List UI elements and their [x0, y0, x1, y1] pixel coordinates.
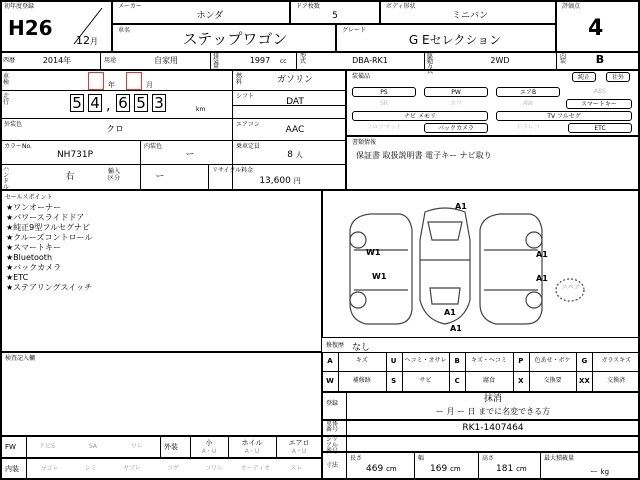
length-number: 469 — [366, 464, 384, 474]
ext-cell-bottom: A・U — [291, 448, 307, 455]
color-no-label: カラーNo. — [4, 143, 32, 150]
capacity-label: 乗車定員 — [236, 143, 261, 150]
serial-divider — [346, 436, 347, 452]
int-item: スレ — [290, 465, 303, 472]
load-label: 最大積載量 — [544, 455, 575, 462]
serial-label: シリアル番号 — [326, 436, 339, 455]
sales-point: ★ステアリングスイッチ — [6, 283, 93, 292]
legend-text: サビ — [419, 377, 432, 384]
mileage-label: 走行 — [3, 93, 10, 106]
color-no-value: NH731P — [56, 150, 94, 160]
score-label: 評価点 — [562, 3, 581, 10]
left-hline — [0, 90, 346, 91]
damage-mark: A1 — [536, 250, 548, 259]
month-unit: 月 — [90, 37, 98, 46]
equip-smartkey: スマートキー — [566, 99, 632, 109]
legend-text: 補修跡 — [352, 377, 371, 384]
mileage-digit: 5 — [134, 94, 148, 112]
legend-code: S — [391, 377, 397, 385]
dim-divider — [478, 452, 479, 480]
damage-mark: A1 — [450, 324, 462, 333]
recycle-amount: 13,600 — [259, 176, 291, 186]
sales-point: ★純正9型フルセグナビ — [6, 223, 90, 232]
legend-divider — [576, 372, 577, 391]
car-diagram — [330, 200, 630, 334]
legend-divider — [449, 372, 450, 391]
int-item: コゲ — [166, 465, 179, 472]
int-color-label: 内装色 — [144, 143, 163, 150]
registration-status: 抹消 — [483, 394, 502, 404]
genuine-badge: 純正 — [572, 72, 596, 82]
inspection-month-unit: 月 — [146, 81, 153, 89]
yen-unit: 円 — [293, 177, 301, 185]
ext-cell-top: ホイル — [241, 439, 263, 447]
sales-point: ★ETC — [6, 273, 29, 282]
documents-label: 書類情報 — [352, 139, 377, 146]
import-value: ー — [155, 172, 165, 182]
legend-divider — [513, 372, 514, 391]
legend-divider — [576, 352, 577, 371]
interior-label: 内装 — [560, 53, 567, 65]
serial-block — [322, 436, 640, 452]
handle-value: 右 — [65, 172, 75, 182]
damage-mark: W1 — [366, 248, 381, 257]
legend-text: ヘコミ・オサレ — [404, 357, 447, 364]
equip-airbag: エアB — [496, 87, 560, 97]
ext-cell-top: 小 — [205, 439, 213, 447]
shift-value: DAT — [286, 97, 304, 107]
damage-mark: A1 — [444, 308, 456, 317]
documents-block — [346, 136, 640, 190]
repair-value: なし — [352, 343, 371, 353]
legend-divider — [386, 352, 387, 371]
equip-navi: ナビ メモリ — [352, 111, 488, 121]
use-label: 用途 — [104, 57, 117, 64]
car-name: ステップワゴン — [182, 30, 288, 48]
legend-divider — [465, 372, 466, 391]
import-label: 輸入区分 — [108, 168, 121, 182]
mileage-unit: km — [196, 106, 206, 113]
spare-label: スペア — [562, 284, 581, 291]
legend-text: 腐食 — [482, 377, 495, 384]
height-label: 高さ — [482, 455, 495, 462]
load-number: ー — [590, 467, 598, 476]
legend-divider — [529, 372, 530, 391]
legend-code: P — [518, 357, 524, 365]
fw-divider — [160, 436, 161, 458]
name-label: 車名 — [118, 27, 131, 34]
chassis-value: RK1-1407464 — [462, 423, 524, 433]
year-value: 2014年 — [42, 56, 72, 65]
legend-text: 交換要 — [543, 377, 562, 384]
int-color-value: ー — [185, 150, 195, 160]
equip-leather: カワ — [449, 100, 462, 107]
aftermarket-badge: 社外 — [606, 72, 630, 82]
legend-text: キズ・ヘコミ — [471, 357, 507, 364]
fw-divider — [190, 436, 191, 458]
left-divider — [208, 164, 209, 190]
sales-point: ★スマートキー — [6, 243, 62, 252]
year-label: 西暦 — [3, 57, 16, 64]
ext-color-label: 外装色 — [4, 121, 23, 128]
ext-cell-top: エアロ — [288, 439, 310, 447]
model-value: DBA-RK1 — [352, 56, 388, 65]
row3-divider — [100, 52, 101, 70]
dim-divider — [414, 452, 415, 480]
equip-sr: SR — [380, 100, 388, 107]
body-label: ボディ形状 — [386, 3, 416, 10]
height-number: 181 — [496, 464, 514, 474]
inspection-month-box — [126, 72, 142, 90]
sales-point: ★クルーズコントロール — [6, 233, 93, 242]
dimensions-label: 寸法 — [326, 462, 339, 469]
equipment-label: 装備品 — [352, 73, 371, 80]
mileage-digit: 6 — [116, 94, 130, 112]
height-unit: cm — [516, 465, 527, 473]
notes-block — [0, 352, 322, 436]
damage-mark: A1 — [536, 274, 548, 283]
int-label: 内装 — [5, 465, 19, 473]
repair-label: 修復歴 — [326, 342, 345, 349]
legend-divider — [529, 352, 530, 371]
legend-code: B — [454, 357, 460, 365]
first-reg-label: 初年度登録 — [4, 3, 35, 10]
legend-divider — [402, 372, 403, 391]
first-reg-month-value: 12 — [76, 34, 90, 47]
legend-divider — [402, 352, 403, 371]
legend-text: 色あせ・ボケ — [534, 357, 571, 364]
doors-label: ドア枚数 — [296, 3, 320, 10]
length-unit: cm — [386, 465, 397, 473]
legend-divider — [338, 372, 339, 391]
maker-value: ホンダ — [196, 11, 224, 21]
legend-divider — [465, 352, 466, 371]
notes-label: 検査記入欄 — [5, 355, 36, 362]
inspection-year-box — [88, 72, 104, 90]
maker-label: メーカー — [118, 3, 142, 10]
chassis-divider — [346, 420, 347, 436]
width-number: 169 — [430, 464, 448, 474]
equip-ps: PS — [352, 87, 416, 97]
score-value: 4 — [588, 16, 604, 41]
drive-label: 駆動方式 — [427, 53, 434, 75]
ac-value: AAC — [285, 125, 305, 135]
legend-code: W — [326, 377, 334, 385]
legend-divider — [338, 352, 339, 371]
int-item: オーディオ — [240, 465, 271, 472]
width-unit: cm — [450, 465, 461, 473]
recycle-label: リサイクル料金 — [212, 167, 254, 174]
first-reg-month — [76, 34, 98, 47]
fw-divider — [228, 436, 229, 458]
capacity-value — [260, 150, 330, 161]
dim-divider — [540, 452, 541, 480]
registration-label: 登録 — [326, 400, 339, 407]
interior-value: B — [595, 53, 605, 66]
fw-item: ドビS — [39, 443, 55, 450]
model-label: 型式 — [300, 53, 307, 65]
mileage-digit: 3 — [152, 94, 166, 112]
equip-floormat: フロアマット — [366, 124, 402, 131]
reg-divider — [346, 392, 347, 420]
length-label: 長さ — [350, 455, 363, 462]
legend-divider — [513, 352, 514, 371]
legend-text: キズ — [355, 357, 368, 364]
legend-divider — [592, 372, 593, 391]
sales-point: ★バックカメラ — [6, 263, 62, 272]
mileage-digit: 5 — [70, 94, 84, 112]
legend-code: C — [454, 377, 460, 385]
fw-item: SA — [88, 443, 98, 450]
left-hline — [0, 140, 346, 141]
cc-label: 排気量 — [213, 53, 220, 70]
equip-etc: ETC — [568, 123, 632, 133]
mileage-digit: 4 — [88, 94, 102, 112]
recycle-value — [230, 176, 330, 187]
legend-text: ガラスキズ — [601, 357, 632, 364]
equip-abs: ABS — [594, 88, 606, 95]
capacity-unit: 人 — [295, 151, 303, 159]
documents-value: 保証書 取扱説明書 電子キー ナビ取り — [356, 151, 492, 160]
grade-value: G Eセレクション — [408, 33, 502, 47]
fuel-label: 燃料 — [236, 73, 243, 86]
fuel-value: ガソリン — [276, 75, 313, 85]
sales-point: ★Bluetooth — [6, 253, 53, 262]
width-value — [430, 464, 461, 474]
fw-label: FW — [5, 443, 16, 451]
legend-code: U — [390, 357, 397, 365]
int-item: コワレ — [205, 465, 224, 472]
cc-unit: cc — [280, 58, 287, 65]
legend-divider — [449, 352, 450, 371]
fw-item: ワレ — [130, 443, 143, 450]
exterior-label: 外装 — [164, 443, 178, 451]
load-unit: kg — [600, 468, 610, 476]
row3-divider — [296, 52, 297, 70]
fw-divider — [276, 436, 277, 458]
int-item: ヨゴレ — [40, 465, 59, 472]
dim-divider — [346, 452, 347, 480]
registration-deadline: ー 月 ー 日 までに名変できる方 — [435, 407, 551, 416]
legend-divider — [386, 372, 387, 391]
legend-code: A — [327, 357, 333, 365]
ext-cell-bottom: A・U — [201, 448, 217, 455]
int-item: シミ — [84, 465, 97, 472]
row3-divider — [424, 52, 425, 70]
damage-mark: W1 — [372, 272, 387, 281]
left-hline — [0, 164, 346, 165]
equip-pw: PW — [424, 87, 488, 97]
handle-label: ハンドル — [3, 166, 10, 191]
sales-point: ★ワンオーナー — [6, 203, 62, 212]
height-value — [496, 464, 527, 474]
sales-point: ★パワースライドドア — [6, 213, 85, 222]
first-reg-year: H26 — [8, 16, 53, 40]
ext-color-value: クロ — [105, 125, 124, 135]
body-value: ミニバン — [451, 11, 488, 21]
inspection-year-unit: 年 — [108, 81, 115, 89]
row3-divider — [210, 52, 211, 70]
mileage-comma: , — [106, 98, 111, 114]
length-value — [366, 464, 397, 474]
ext-cell-bottom: A・U — [244, 448, 260, 455]
doors-value: 5 — [332, 11, 338, 21]
load-value — [590, 466, 609, 477]
sales-points-label: セールスポイント — [5, 194, 53, 201]
equip-dashcam: ドラレコ — [515, 124, 540, 131]
ac-label: エアコン — [236, 121, 260, 128]
chassis-label: 車体番号 — [326, 420, 339, 433]
capacity-number: 8 — [287, 150, 293, 160]
grade-label: グレード — [342, 27, 367, 34]
legend-divider — [592, 352, 593, 371]
equip-tv: TV フルセグ — [496, 111, 632, 121]
equip-aw: AW — [523, 100, 533, 107]
cc-value: 1997 — [249, 56, 271, 65]
left-hline — [0, 118, 346, 119]
drive-value: 2WD — [490, 56, 510, 65]
legend-code: G — [581, 357, 588, 365]
row3-divider — [556, 52, 557, 70]
equip-backcam: バックカメラ — [424, 123, 488, 133]
use-value: 自家用 — [154, 56, 178, 65]
shift-label: シフト — [236, 93, 255, 100]
inspection-label: 車検 — [3, 73, 10, 86]
int-item: ヤブレ — [122, 465, 141, 472]
legend-code: X — [518, 377, 524, 385]
width-label: 幅 — [418, 455, 425, 462]
legend-text: 交換済 — [607, 377, 626, 384]
legend-code: XX — [578, 377, 590, 385]
damage-mark: A1 — [455, 202, 467, 211]
